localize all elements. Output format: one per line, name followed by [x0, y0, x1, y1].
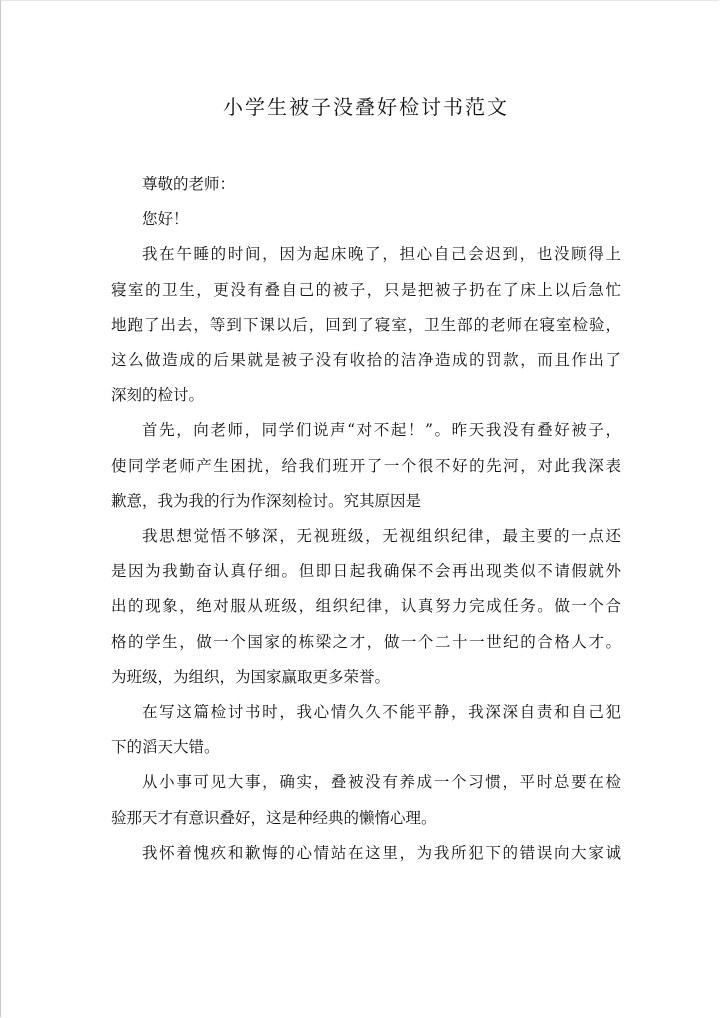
document-body [111, 167, 621, 871]
paragraph-line: 使同学老师产生困扰，给我们班开了一个很不好的先河，对此我深表 [111, 456, 621, 475]
paragraph-line: 是因为我勤奋认真仔细。但即日起我确保不会再出现类似不请假就外 [111, 562, 621, 581]
paragraph-line: 验那天才有意识叠好，这是种经典的懒惰心理。 [111, 808, 437, 827]
paragraph-line: 我思想觉悟不够深，无视班级，无视组织纪律，最主要的一点还 [142, 527, 621, 546]
paragraph-line: 歉意，我为我的行为作深刻检讨。究其原因是 [111, 491, 422, 510]
paragraph [111, 237, 621, 413]
paragraph-line: 深刻的检讨。 [111, 386, 205, 405]
paragraph-line: 地跑了出去，等到下课以后，回到了寝室，卫生部的老师在寝室检验， [111, 315, 621, 334]
paragraph-line: 为班级，为组织，为国家赢取更多荣誉。 [111, 667, 391, 686]
paragraph [111, 836, 621, 871]
paragraph [111, 413, 621, 519]
greeting-line: 尊敬的老师： [142, 175, 236, 193]
paragraph-line: 我怀着愧疚和歉悔的心情站在这里，为我所犯下的错误向大家诚 [142, 843, 621, 862]
paragraph-line: 寝室的卫生，更没有叠自己的被子，只是把被子扔在了床上以后急忙 [111, 280, 621, 299]
greeting [111, 167, 621, 202]
paragraph [111, 519, 621, 695]
paragraph [111, 765, 621, 835]
paragraph-line: 我在午睡的时间，因为起床晚了，担心自己会迟到，也没顾得上 [142, 245, 621, 264]
salutation [111, 202, 621, 237]
paragraph-line: 首先，向老师，同学们说声“对不起！”。昨天我没有叠好被子， [142, 421, 621, 440]
document-title: 小学生被子没叠好检讨书范文 [223, 95, 509, 119]
paragraph-line: 格的学生，做一个国家的栋梁之才，做一个二十一世纪的合格人才。 [111, 632, 621, 651]
paragraph-line: 下的滔天大错。 [111, 738, 220, 757]
paragraph-line: 在写这篇检讨书时，我心情久久不能平静，我深深自责和自己犯 [142, 703, 621, 722]
paragraph-line: 从小事可见大事，确实，叠被没有养成一个习惯，平时总要在检 [142, 773, 621, 792]
paragraph-line: 出的现象，绝对服从班级，组织纪律，认真努力完成任务。做一个合 [111, 597, 621, 616]
paragraph-line: 这么做造成的后果就是被子没有收拾的洁净造成的罚款，而且作出了 [111, 351, 621, 370]
salutation-line: 您好！ [142, 210, 189, 229]
paragraph [111, 695, 621, 765]
